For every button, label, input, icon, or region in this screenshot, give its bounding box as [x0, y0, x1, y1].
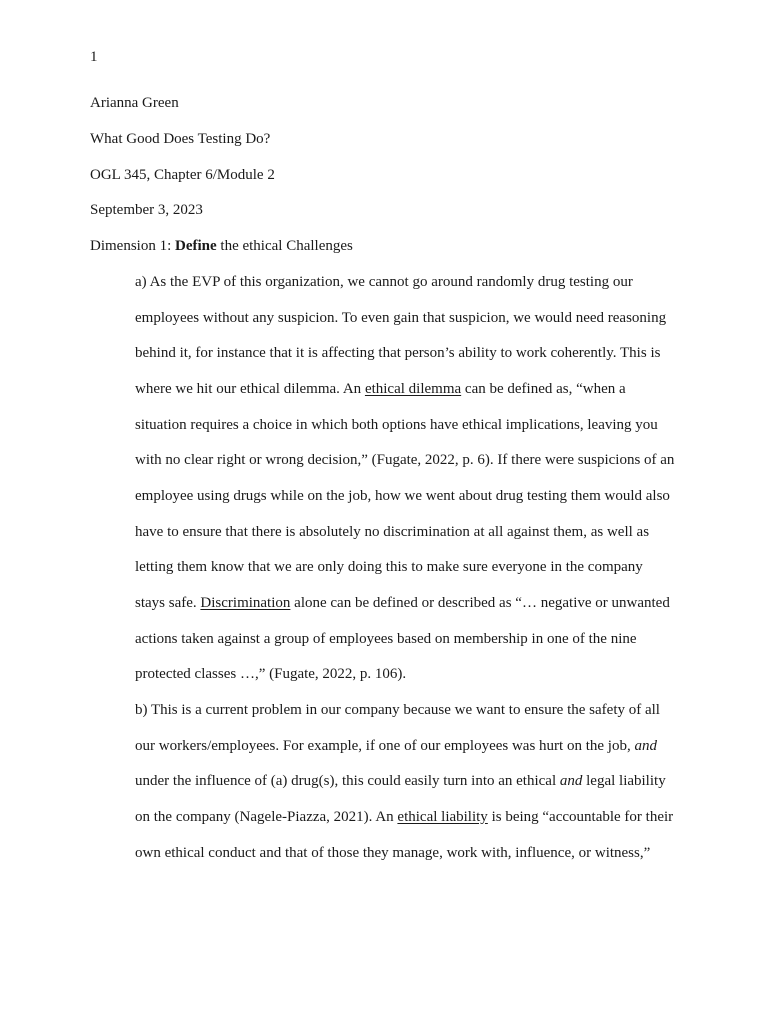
text-run: where we hit our ethical dilemma. An — [135, 381, 365, 397]
text-run: can be defined as, “when a — [461, 381, 626, 397]
paragraph-a-line: actions taken against a group of employees based on membership in one of the nine — [135, 631, 637, 647]
paragraph-a-line: employees without any suspicion. To even gain that suspicion, we would need reasoning — [135, 310, 667, 326]
section-heading-suffix: the ethical Challenges — [216, 238, 353, 254]
section-heading-prefix: Dimension 1: — [90, 238, 175, 254]
document-title: What Good Does Testing Do? — [90, 131, 271, 147]
text-run: on the company (Nagele-Piazza, 2021). An — [135, 809, 398, 825]
text-run: under the influence of (a) drug(s), this could easily turn into an ethical — [135, 773, 560, 789]
text-run: alone can be defined or described as “… negative or unwanted — [290, 595, 670, 611]
paragraph-a-line: employee using drugs while on the job, how we went about drug testing them would also — [135, 488, 670, 504]
paragraph-a-line — [135, 594, 670, 612]
term-ethical-dilemma: ethical dilemma — [364, 381, 462, 397]
paragraph-b-line — [135, 808, 673, 826]
paragraph-a-line: have to ensure that there is absolutely no discrimination at all against them, as well as — [135, 524, 650, 540]
course-info: OGL 345, Chapter 6/Module 2 — [90, 167, 275, 183]
text-run: legal liability — [582, 773, 666, 789]
emphasis-and: and — [634, 738, 657, 754]
paragraph-b-line — [135, 772, 666, 790]
paragraph-b-line: b) This is a current problem in our company because we want to ensure the safety of all — [135, 702, 660, 718]
document-date: September 3, 2023 — [90, 202, 203, 218]
paragraph-a-line: with no clear right or wrong decision,” (Fugate, 2022, p. 6). If there were suspicions of an — [135, 452, 675, 468]
paragraph-a-line: behind it, for instance that it is affecting that person’s ability to work coherently. This is — [135, 345, 661, 361]
emphasis-and: and — [559, 773, 583, 789]
author-name: Arianna Green — [90, 95, 179, 111]
paragraph-a-line: situation requires a choice in which both options have ethical implications, leaving you — [135, 417, 658, 433]
term-discrimination: Discrimination — [200, 595, 291, 611]
paragraph-a-line — [135, 380, 626, 398]
section-heading — [90, 237, 353, 255]
text-run: stays safe. — [135, 595, 201, 611]
section-heading-bold: Define — [175, 238, 217, 254]
page-number: 1 — [90, 49, 98, 65]
term-ethical-liability: ethical liability — [397, 809, 488, 825]
text-run: is being “accountable for their — [487, 809, 674, 825]
paragraph-b-line — [135, 737, 657, 755]
paragraph-a-line: letting them know that we are only doing this to make sure everyone in the company — [135, 559, 643, 575]
paragraph-b-line: own ethical conduct and that of those they manage, work with, influence, or witness,” — [135, 845, 651, 861]
paragraph-a-line: a) As the EVP of this organization, we cannot go around randomly drug testing our — [135, 274, 633, 290]
paragraph-a-line: protected classes …,” (Fugate, 2022, p. 106). — [135, 666, 407, 682]
text-run: our workers/employees. For example, if one of our employees was hurt on the job, — [135, 738, 635, 754]
